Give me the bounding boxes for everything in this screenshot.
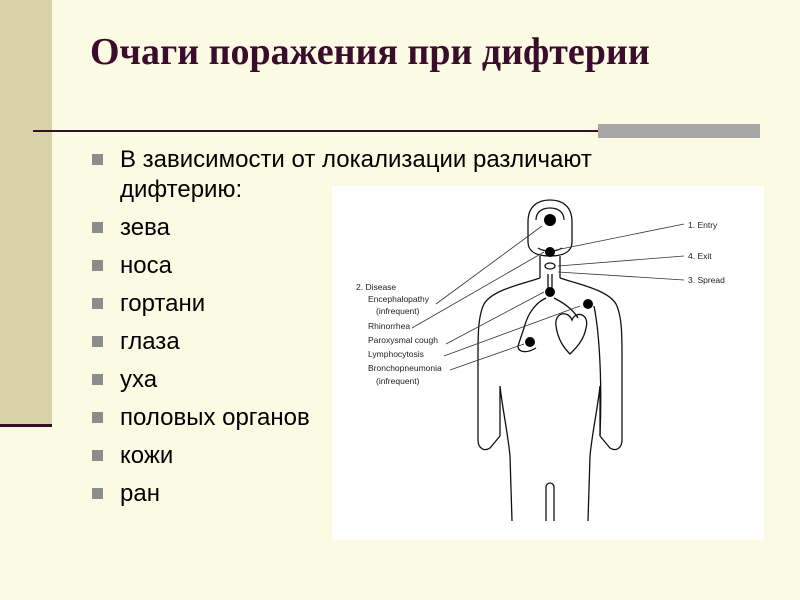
line-spread [558,272,684,280]
line-rhinorrhea [412,252,544,328]
label-entry: 1. Entry [688,220,718,230]
intro-text: В зависимости от локализации различают дифтерию: [120,146,592,203]
dot-head [544,214,556,226]
bullet-square-icon [92,222,103,233]
bullet-square-icon [92,154,103,165]
heart [556,314,587,354]
label-exit: 4. Exit [688,251,712,261]
line-entry [556,224,684,250]
dot-throat [545,247,555,257]
bullet-square-icon [92,488,103,499]
larynx [545,263,555,269]
dot-right [583,299,593,309]
dot-chest [545,287,555,297]
bullet-square-icon [92,374,103,385]
list-item-text: кожи [120,442,174,469]
list-item-text: уха [120,366,158,393]
line-exit [558,256,684,266]
dot-lung [525,337,535,347]
torso-outline [478,278,540,450]
neck-outline [540,256,560,278]
left-side [500,386,512,521]
title-accent-bar [598,124,760,138]
label-infrequent-1: (infrequent) [376,306,420,316]
label-bronchopneumonia: Bronchopneumonia [368,363,442,373]
list-item-text: ран [120,480,160,507]
diphtheria-body-diagram [332,186,764,540]
bullet-square-icon [92,412,103,423]
label-spread: 3. Spread [688,275,725,285]
legs-inner [546,483,554,521]
side-band [0,0,52,427]
right-side [588,386,600,521]
slide-title: Очаги поражения при дифтерии [90,31,650,73]
bullet-square-icon [92,260,103,271]
label-encephalopathy: Encephalopathy [368,294,429,304]
bullet-square-icon [92,450,103,461]
list-item-text: половых органов [120,404,310,431]
bullet-square-icon [92,298,103,309]
label-lymphocytosis: Lymphocytosis [368,349,424,359]
list-item-text: глаза [120,328,180,355]
label-infrequent-2: (infrequent) [376,376,420,386]
label-rhinorrhea: Rhinorrhea [368,321,411,331]
line-broncho [450,344,524,370]
label-cough: Paroxysmal cough [368,335,438,345]
side-divider [0,424,52,427]
title-underline [33,130,598,132]
bullet-square-icon [92,336,103,347]
line-encephalopathy [436,226,542,304]
list-item-text: гортани [120,290,206,317]
body-diagram-svg [332,186,764,540]
list-item-text: зева [120,214,170,241]
label-disease: 2. Disease [356,282,397,292]
list-item-text: носа [120,252,172,279]
